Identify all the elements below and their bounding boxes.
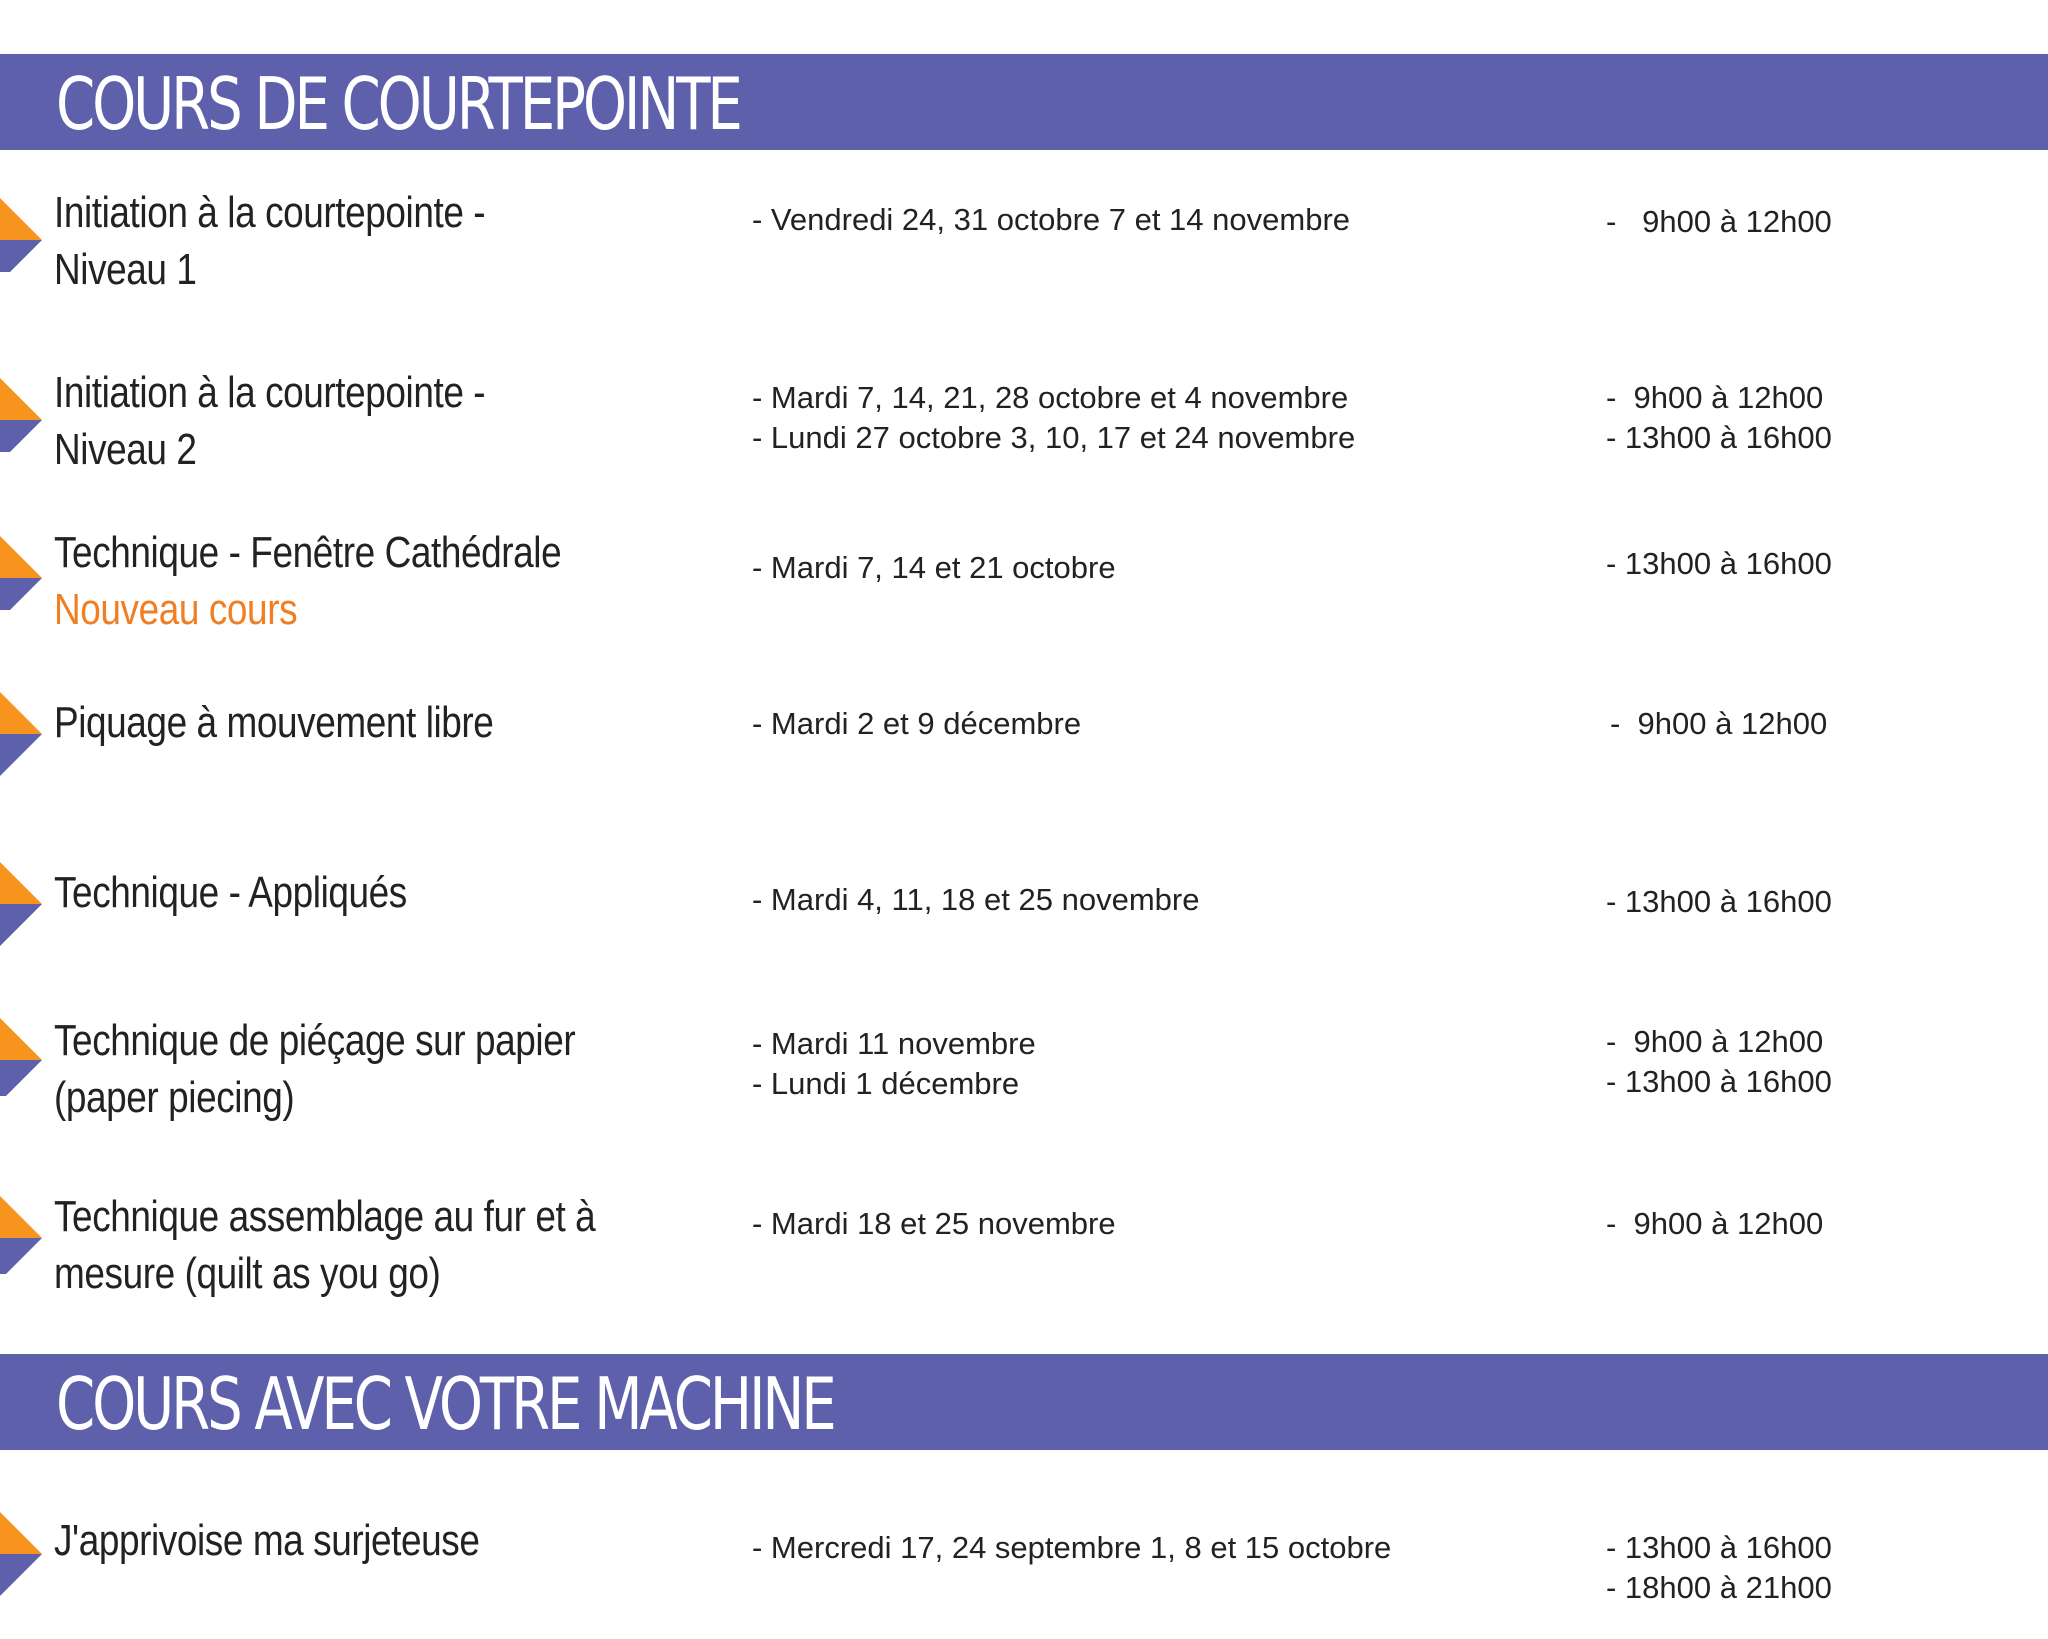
course-date: - Mardi 2 et 9 décembre — [752, 706, 1082, 741]
course-title-line: Niveau 2 — [54, 425, 197, 474]
course-time: - 13h00 à 16h00 — [1606, 420, 1832, 455]
course-time: - 9h00 à 12h00 — [1606, 204, 1832, 239]
course-times — [1606, 882, 1886, 922]
course-times — [1606, 378, 1886, 458]
course-times — [1606, 202, 1886, 242]
course-dates — [752, 1204, 1452, 1244]
course-time: - 9h00 à 12h00 — [1606, 380, 1824, 415]
course-time: - 13h00 à 16h00 — [1606, 884, 1832, 919]
course-title — [54, 524, 810, 638]
course-times — [1610, 704, 1890, 744]
course-dates — [752, 704, 1452, 744]
course-title-line: Technique de piéçage sur papier — [54, 1016, 576, 1065]
course-time: - 13h00 à 16h00 — [1606, 546, 1832, 581]
new-course-badge: Nouveau cours — [54, 585, 298, 634]
course-title-line: mesure (quilt as you go) — [54, 1249, 441, 1298]
triangle-marker-icon — [0, 1190, 42, 1274]
course-date: - Mardi 18 et 25 novembre — [752, 1206, 1116, 1241]
course-title-line: Initiation à la courtepointe - — [54, 368, 486, 417]
course-time: - 9h00 à 12h00 — [1610, 706, 1828, 741]
triangle-marker-icon — [0, 188, 42, 272]
course-date: - Lundi 27 octobre 3, 10, 17 et 24 novembre — [752, 420, 1356, 455]
course-date: - Mardi 7, 14, 21, 28 octobre et 4 novembre — [752, 380, 1349, 415]
course-date: - Mercredi 17, 24 septembre 1, 8 et 15 octobre — [752, 1530, 1392, 1565]
course-date: - Mardi 7, 14 et 21 octobre — [752, 550, 1116, 585]
course-dates — [752, 378, 1452, 458]
course-times — [1606, 1022, 1886, 1102]
course-dates — [752, 1024, 1452, 1104]
triangle-marker-icon — [0, 526, 42, 610]
course-dates — [752, 1528, 1452, 1568]
course-title-line: Technique - Appliqués — [54, 868, 407, 917]
course-title — [54, 364, 810, 478]
section-banner-machine — [0, 1354, 2048, 1450]
course-title — [54, 1512, 810, 1569]
course-time: - 13h00 à 16h00 — [1606, 1530, 1832, 1565]
course-title — [54, 1012, 810, 1126]
course-title-line: (paper piecing) — [54, 1073, 295, 1122]
course-title-line: J'apprivoise ma surjeteuse — [54, 1516, 480, 1565]
course-times — [1606, 544, 1886, 584]
course-date: - Vendredi 24, 31 octobre 7 et 14 novembre — [752, 202, 1351, 237]
course-title — [54, 1188, 810, 1302]
section-banner-quilting — [0, 54, 2048, 150]
course-time: - 13h00 à 16h00 — [1606, 1064, 1832, 1099]
course-title-line: Piquage à mouvement libre — [54, 698, 494, 747]
course-date: - Mardi 11 novembre — [752, 1026, 1036, 1061]
course-title — [54, 864, 810, 921]
course-title-line: Initiation à la courtepointe - — [54, 188, 486, 237]
course-title — [54, 694, 810, 751]
section-title: COURS DE COURTEPOINTE — [56, 62, 740, 146]
course-title-line: Technique - Fenêtre Cathédrale — [54, 528, 562, 577]
course-title-line: Niveau 1 — [54, 245, 197, 294]
course-date: - Mardi 4, 11, 18 et 25 novembre — [752, 882, 1200, 917]
course-time: - 9h00 à 12h00 — [1606, 1024, 1824, 1059]
triangle-marker-icon — [0, 692, 42, 776]
triangle-marker-icon — [0, 1512, 42, 1596]
course-date: - Lundi 1 décembre — [752, 1066, 1020, 1101]
course-times — [1606, 1528, 1886, 1608]
course-times — [1606, 1204, 1886, 1244]
course-title — [54, 184, 810, 298]
course-title-line: Technique assemblage au fur et à — [54, 1192, 596, 1241]
triangle-marker-icon — [0, 1012, 42, 1096]
triangle-marker-icon — [0, 862, 42, 946]
section-title: COURS AVEC VOTRE MACHINE — [56, 1362, 834, 1446]
course-dates — [752, 548, 1452, 588]
course-dates — [752, 200, 1452, 240]
triangle-marker-icon — [0, 368, 42, 452]
course-dates — [752, 880, 1452, 920]
course-time: - 9h00 à 12h00 — [1606, 1206, 1824, 1241]
course-time: - 18h00 à 21h00 — [1606, 1570, 1832, 1605]
